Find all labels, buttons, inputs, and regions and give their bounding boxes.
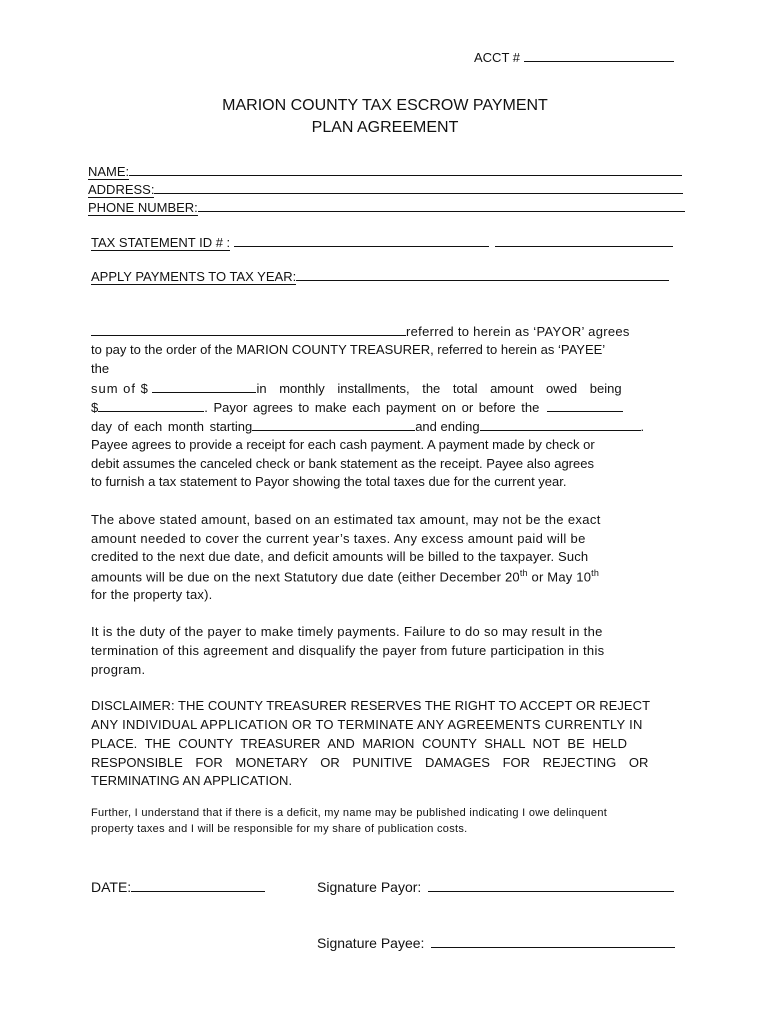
tax-statement-input-line-3[interactable] — [495, 234, 673, 247]
phone-input-line[interactable] — [198, 199, 685, 212]
further-line-1: Further, I understand that if there is a deficit, my name may be published indicating I owe delinquent — [91, 807, 608, 819]
further-line-2: property taxes and I will be responsible for my share of publication costs. — [91, 823, 468, 835]
acct-label: ACCT # — [474, 50, 520, 65]
end-date-input-line[interactable] — [480, 418, 641, 431]
agreement-line-1: referred to herein as ‘PAYOR’ agrees — [91, 323, 630, 339]
date-label: DATE: — [91, 879, 132, 895]
start-date-input-line[interactable] — [252, 418, 415, 431]
signature-payor-field — [317, 879, 674, 895]
signature-payor-input-line[interactable] — [428, 879, 674, 892]
paragraph2-line-4: amounts will be due on the next Statutory due date (either December 20th or May 10th — [91, 568, 600, 585]
apply-year-label: APPLY PAYMENTS TO TAX YEAR: — [91, 269, 297, 284]
signature-payee-label: Signature Payee: — [317, 935, 425, 951]
signature-payee-field — [317, 935, 675, 951]
address-field — [88, 181, 683, 197]
apply-year-field — [91, 268, 669, 284]
agreement-line-8: debit assumes the canceled check or bank statement as the receipt. Payee also agrees — [91, 456, 594, 471]
tax-statement-field — [91, 234, 673, 250]
agreement-line-4: sum of $ in monthly installments, the total amount owed being — [91, 381, 622, 396]
agreement-line-7: Payee agrees to provide a receipt for each cash payment. A payment made by check or — [91, 437, 595, 452]
address-input-line[interactable] — [154, 181, 683, 194]
date-field — [91, 879, 265, 895]
installment-amount-input-line[interactable] — [152, 380, 256, 393]
date-input-line[interactable] — [131, 879, 265, 892]
tax-statement-input-line-1[interactable] — [234, 234, 407, 247]
disclaimer-line-1: DISCLAIMER: THE COUNTY TREASURER RESERVES THE RIGHT TO ACCEPT OR REJECT — [91, 698, 651, 713]
disclaimer-line-2: ANY INDIVIDUAL APPLICATION OR TO TERMINATE ANY AGREEMENTS CURRENTLY IN — [91, 717, 643, 732]
name-input-line[interactable] — [129, 163, 682, 176]
payor-name-input-line[interactable] — [91, 323, 406, 336]
acct-input-line[interactable] — [524, 49, 674, 62]
acct-field — [474, 49, 674, 65]
paragraph3-line-2: termination of this agreement and disqualify the payer from future participation in this — [91, 643, 605, 658]
disclaimer-line-5: TERMINATING AN APPLICATION. — [91, 773, 293, 788]
payment-day-input-line[interactable] — [547, 399, 623, 412]
agreement-line-2: to pay to the order of the MARION COUNTY TREASURER, referred to herein as ‘PAYEE’ — [91, 342, 606, 357]
agreement-line-3: the — [91, 361, 110, 376]
phone-label: PHONE NUMBER: — [88, 200, 198, 215]
paragraph2-line-3: credited to the next due date, and deficit amounts will be billed to the taxpayer. Such — [91, 549, 589, 564]
page-title-line2: PLAN AGREEMENT — [311, 119, 459, 136]
signature-payor-label: Signature Payor: — [317, 879, 422, 895]
apply-year-input-line[interactable] — [296, 268, 669, 281]
tax-statement-input-line-2[interactable] — [407, 234, 489, 247]
paragraph2-line-2: amount needed to cover the current year’s taxes. Any excess amount paid will be — [91, 531, 586, 546]
paragraph3-line-3: program. — [91, 662, 146, 677]
total-amount-input-line[interactable] — [98, 399, 204, 412]
paragraph3-line-1: It is the duty of the payer to make timely payments. Failure to do so may result in the — [91, 624, 603, 639]
paragraph2-line-1: The above stated amount, based on an estimated tax amount, may not be the exact — [91, 512, 601, 527]
disclaimer-line-4: RESPONSIBLE FOR MONETARY OR PUNITIVE DAMAGES FOR REJECTING OR — [91, 755, 649, 770]
name-field — [88, 163, 682, 179]
name-label: NAME: — [88, 164, 130, 179]
agreement-line-9: to furnish a tax statement to Payor showing the total taxes due for the current year. — [91, 474, 567, 489]
agreement-line-6: day of each month starting and ending . — [91, 419, 645, 434]
page-title-line1: MARION COUNTY TAX ESCROW PAYMENT — [222, 97, 548, 114]
tax-statement-label: TAX STATEMENT ID # : — [91, 235, 231, 250]
phone-field — [88, 199, 685, 215]
address-label: ADDRESS: — [88, 182, 155, 197]
signature-payee-input-line[interactable] — [431, 935, 675, 948]
paragraph2-line-5: for the property tax). — [91, 587, 213, 602]
disclaimer-line-3: PLACE. THE COUNTY TREASURER AND MARION COUNTY SHALL NOT BE HELD — [91, 736, 628, 751]
agreement-line-5: $ . Payor agrees to make each payment on or before the — [91, 399, 623, 415]
